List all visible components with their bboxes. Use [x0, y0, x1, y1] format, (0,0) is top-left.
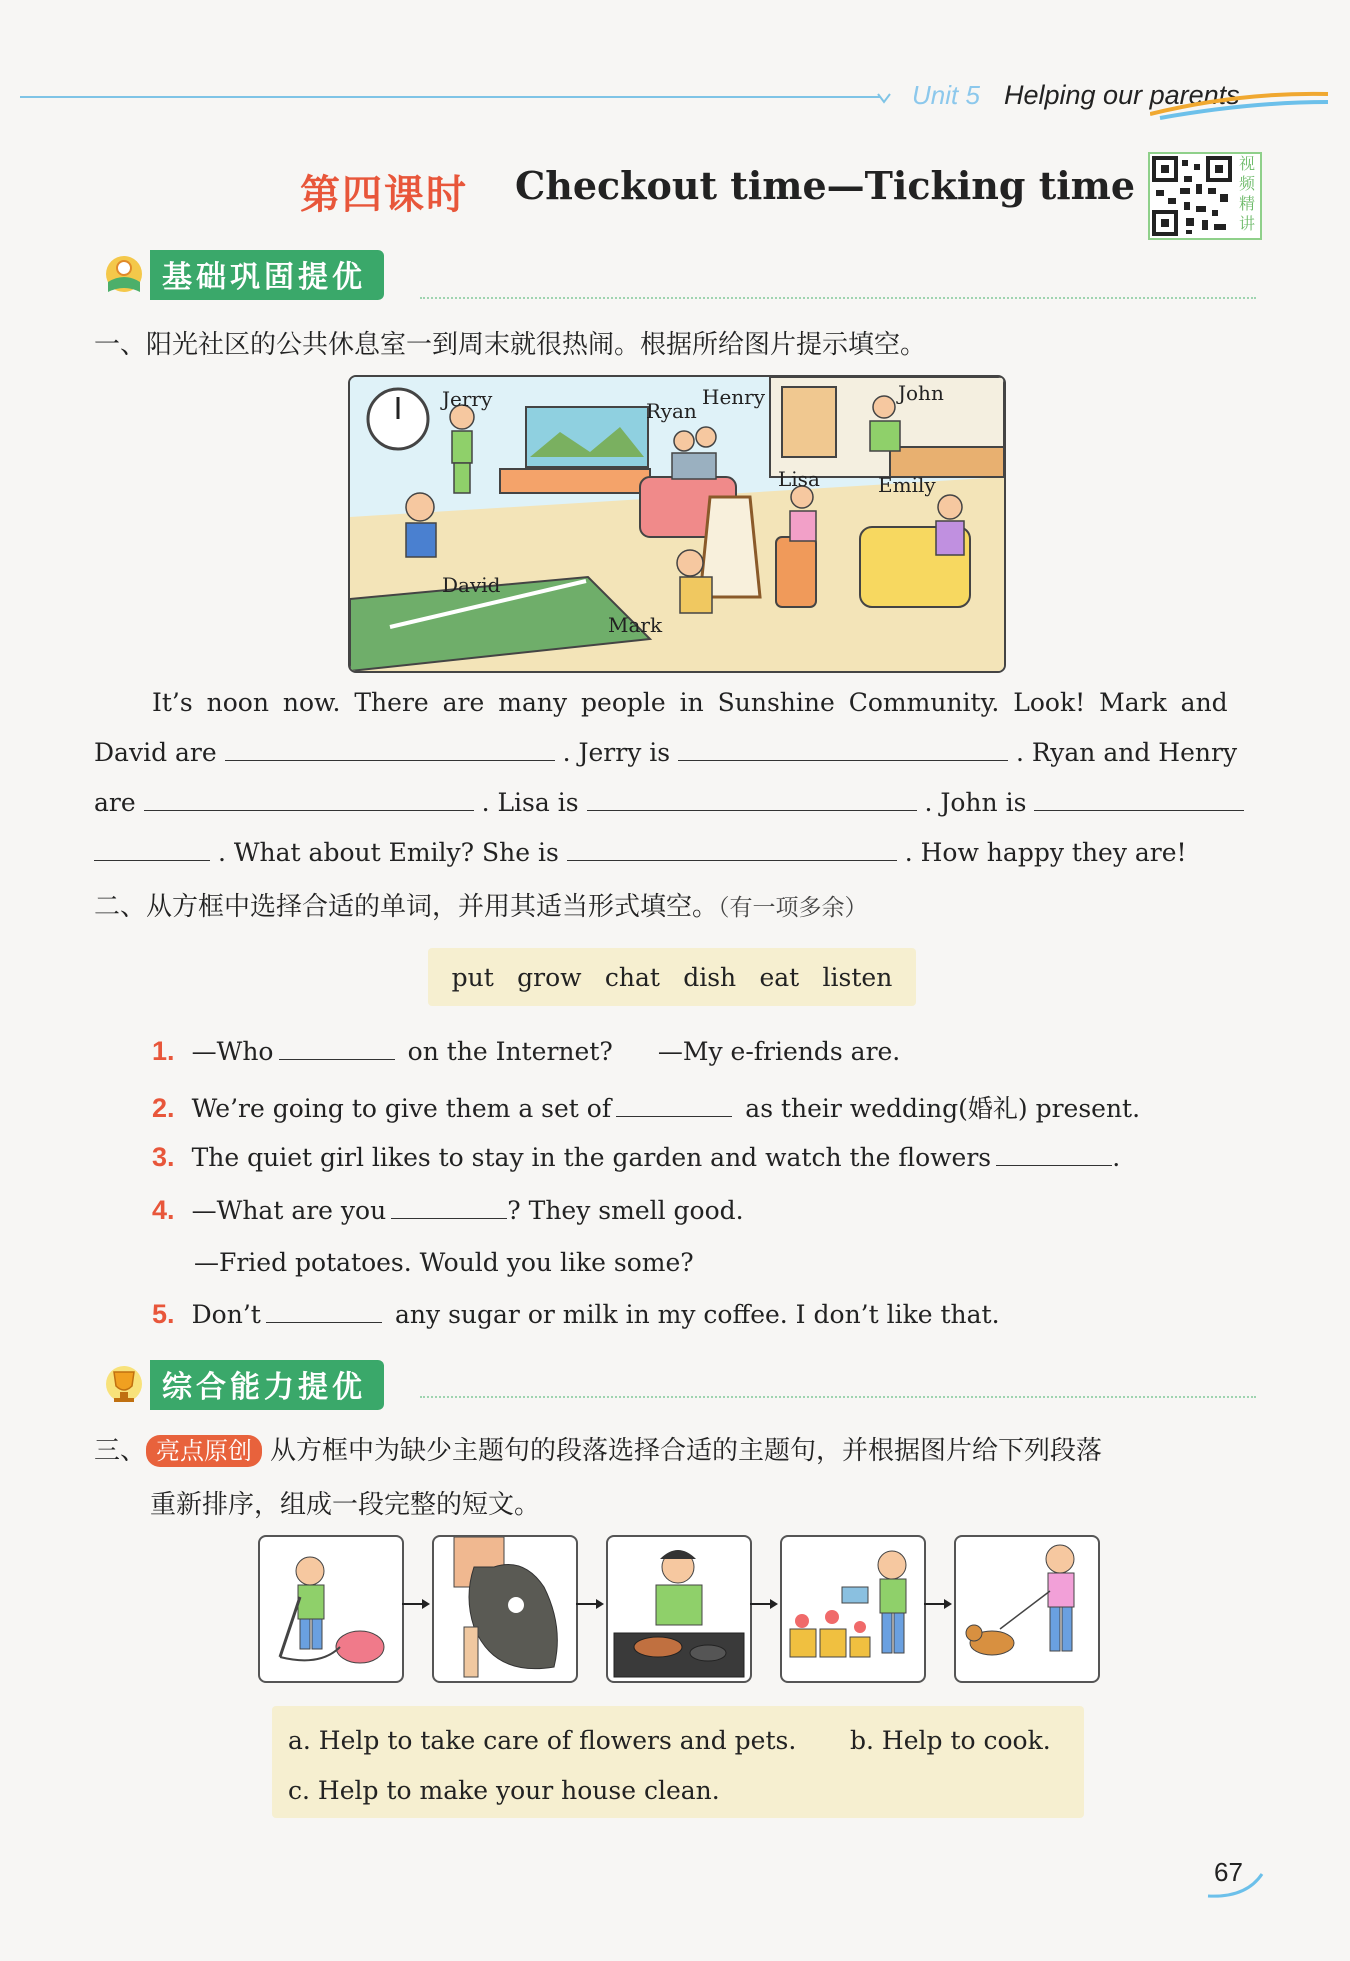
question-3-number: 三、 [94, 1436, 147, 1466]
item-text: ? They smell good. [507, 1196, 744, 1225]
answer-blank[interactable] [391, 1196, 507, 1219]
taking-out-trash-image [434, 1537, 576, 1681]
picture-panel-dog-walking [954, 1535, 1100, 1683]
answer-blank[interactable] [266, 1300, 382, 1323]
item-number: 3. [152, 1142, 175, 1172]
question-3-heading [94, 1430, 1264, 1467]
picture-panel-trash [432, 1535, 578, 1683]
header-swoosh [1150, 88, 1330, 122]
scene-label-jerry: Jerry [442, 387, 493, 411]
question-2-item [152, 1036, 900, 1067]
passage-line-2 [94, 738, 1256, 767]
walking-dog-image [956, 1537, 1098, 1681]
passage-text: David are [94, 738, 217, 767]
passage-line-1 [152, 688, 1256, 717]
page-number-swoosh [1206, 1872, 1266, 1902]
section-title: 基础巩固提优 [150, 250, 384, 300]
word-bank-item: dish [683, 962, 737, 992]
word-bank-item: chat [604, 962, 660, 992]
question-2-text: 二、从方框中选择合适的单词，并用其适当形式填空。 [94, 892, 719, 922]
scene-label-lisa: Lisa [778, 467, 820, 491]
answer-blank[interactable] [567, 838, 897, 861]
community-room-illustration [348, 375, 1006, 673]
item-number: 2. [152, 1093, 175, 1123]
question-2-item [152, 1195, 744, 1226]
item-text: —Fried potatoes. Would you like some? [194, 1248, 694, 1277]
word-bank [428, 948, 916, 1006]
picture-panel-watering [780, 1535, 926, 1683]
lesson-en-title: Checkout time—Ticking time [515, 163, 1136, 208]
question-2-item [152, 1089, 1140, 1125]
answer-blank[interactable] [996, 1143, 1112, 1166]
passage-line-4 [94, 838, 1256, 867]
scene-label-david: David [442, 573, 501, 597]
item-text: Don’t [191, 1300, 261, 1329]
item-text: —Who [191, 1037, 274, 1066]
item-text: We’re going to give them a set of [191, 1094, 612, 1123]
option-a: a. Help to take care of flowers and pets. [288, 1726, 797, 1755]
option-c: c. Help to make your house clean. [288, 1776, 720, 1805]
item-text: —My e-friends are. [657, 1037, 901, 1066]
item-text: any sugar or milk in my coffee. I don’t like that. [395, 1300, 1000, 1329]
cooking-image [608, 1537, 750, 1681]
passage-text: . What about Emily? She is [217, 838, 559, 867]
item-number: 5. [152, 1299, 175, 1329]
picture-panel-cooking [606, 1535, 752, 1683]
answer-blank[interactable] [587, 788, 917, 811]
section-divider [420, 1396, 1256, 1398]
word-bank-item: grow [517, 962, 582, 992]
trophy-icon [98, 1362, 150, 1408]
scene-label-henry: Henry [702, 385, 766, 409]
item-text: . [1112, 1143, 1121, 1172]
item-text: on the Internet? [407, 1037, 613, 1066]
header-title: Helping our parents [1004, 80, 1240, 110]
passage-line-3 [94, 788, 1256, 817]
question-3-heading-cont: 重新排序，组成一段完整的短文。 [150, 1490, 541, 1520]
passage-text: . Ryan and Henry [1016, 738, 1238, 767]
arrow-right-icon [924, 1596, 952, 1612]
question-2-note: （有一项多余） [718, 895, 868, 921]
answer-blank[interactable] [1034, 788, 1244, 811]
section-title: 综合能力提优 [150, 1360, 384, 1410]
watering-flowers-image [782, 1537, 924, 1681]
topic-sentence-options [272, 1706, 1084, 1818]
item-text: —What are you [191, 1196, 387, 1225]
section-banner-advanced [98, 1360, 384, 1410]
passage-text: . John is [924, 788, 1027, 817]
question-2-heading [94, 886, 868, 923]
answer-blank[interactable] [678, 738, 1008, 761]
vacuum-cleaning-image [260, 1537, 402, 1681]
header-unit: Unit 5 [912, 80, 980, 110]
section-divider [420, 297, 1256, 299]
word-bank-item: eat [759, 962, 800, 992]
passage-text: . Jerry is [562, 738, 671, 767]
question-3-text: 从方框中为缺少主题句的段落选择合适的主题句，并根据图片给下列段落 [270, 1436, 1103, 1466]
answer-blank[interactable] [279, 1037, 395, 1060]
qr-code-icon[interactable] [1148, 152, 1236, 240]
passage-text: are [94, 788, 136, 817]
question-2-item [152, 1142, 1120, 1173]
qr-tag: 视频精讲 [1234, 152, 1262, 240]
answer-blank[interactable] [225, 738, 555, 761]
answer-blank[interactable] [94, 838, 210, 861]
globe-book-icon [98, 252, 150, 298]
answer-blank[interactable] [616, 1094, 732, 1117]
scene-label-ryan: Ryan [646, 399, 697, 423]
question-1-heading: 一、阳光社区的公共休息室一到周末就很热闹。根据所给图片提示填空。 [94, 330, 927, 360]
scene-label-john: John [898, 381, 944, 405]
arrow-right-icon [402, 1596, 430, 1612]
scene-label-emily: Emily [878, 473, 936, 497]
item-number: 1. [152, 1036, 175, 1066]
header-rule [20, 96, 880, 98]
item-text: as their wedding(婚礼) present. [745, 1094, 1141, 1123]
section-banner-basic [98, 250, 384, 300]
chevron-down-icon [876, 90, 892, 106]
lesson-cn-title: 第四课时 [300, 171, 468, 218]
arrow-right-icon [750, 1596, 778, 1612]
passage-text: . How happy they are! [904, 838, 1187, 867]
passage-text: . Lisa is [481, 788, 579, 817]
arrow-right-icon [576, 1596, 604, 1612]
scene-label-mark: Mark [608, 613, 663, 637]
passage-text: It’s noon now. There are many people in Sunshine Community. Look! Mark and [152, 688, 1228, 717]
question-2-item [152, 1299, 1000, 1330]
page-number: 67 [1214, 1857, 1243, 1887]
option-b: b. Help to cook. [850, 1726, 1051, 1755]
highlight-badge: 亮点原创 [146, 1435, 262, 1467]
item-text: The quiet girl likes to stay in the garden and watch the flowers [191, 1143, 992, 1172]
answer-blank[interactable] [144, 788, 474, 811]
word-bank-item: put [451, 962, 494, 992]
item-number: 4. [152, 1195, 175, 1225]
picture-panel-vacuum [258, 1535, 404, 1683]
word-bank-item: listen [822, 962, 893, 992]
